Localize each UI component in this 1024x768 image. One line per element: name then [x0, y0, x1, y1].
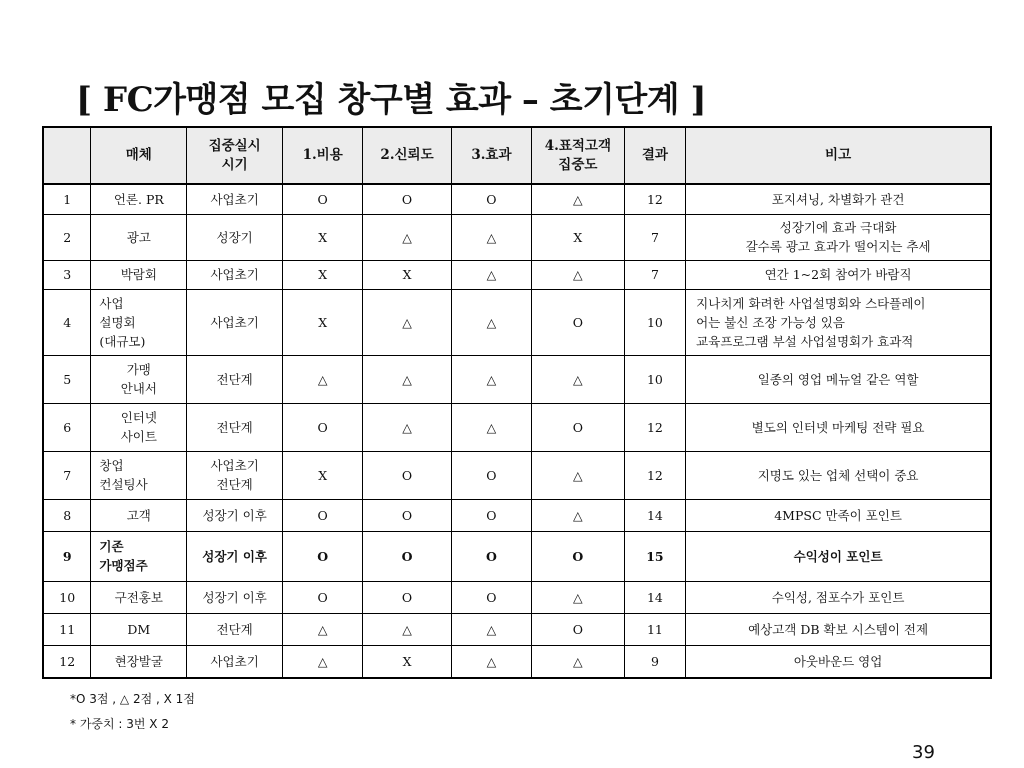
table-header-row: [43, 127, 991, 184]
cost-cell: O: [283, 531, 363, 581]
table-row: [43, 499, 991, 531]
period-cell: 사업초기: [187, 289, 283, 355]
effect-cell: △: [451, 260, 531, 289]
target-focus-cell: △: [532, 260, 625, 289]
period-cell: 성장기 이후: [187, 581, 283, 613]
period-cell: 성장기 이후: [187, 531, 283, 581]
table-row: [43, 260, 991, 289]
trust-cell: △: [363, 403, 452, 451]
period-cell: 사업초기 전단계: [187, 451, 283, 499]
cost-cell: X: [283, 289, 363, 355]
header-remarks: 비고: [686, 127, 991, 184]
effect-table: [42, 126, 992, 679]
page-number: 39: [912, 742, 935, 763]
effect-cell: △: [451, 214, 531, 260]
remarks-cell: 예상고객 DB 확보 시스템이 전제: [686, 613, 991, 645]
effect-cell: △: [451, 289, 531, 355]
result-cell: 12: [624, 184, 685, 214]
header-media: 매체: [91, 127, 187, 184]
media-cell: 인터넷 사이트: [91, 403, 187, 451]
row-number-cell: 9: [43, 531, 91, 581]
result-cell: 9: [624, 645, 685, 678]
table-row: [43, 289, 991, 355]
table-row: [43, 613, 991, 645]
trust-cell: △: [363, 214, 452, 260]
cost-cell: X: [283, 260, 363, 289]
period-cell: 사업초기: [187, 184, 283, 214]
trust-cell: O: [363, 499, 452, 531]
row-number-cell: 5: [43, 355, 91, 403]
table-row: [43, 214, 991, 260]
effect-cell: O: [451, 184, 531, 214]
media-cell: 사업 설명회 (대규모): [91, 289, 187, 355]
cost-cell: O: [283, 499, 363, 531]
target-focus-cell: △: [532, 451, 625, 499]
table-row: [43, 184, 991, 214]
media-cell: 창업 컨설팅사: [91, 451, 187, 499]
media-cell: 현장발굴: [91, 645, 187, 678]
cost-cell: △: [283, 645, 363, 678]
effect-cell: O: [451, 531, 531, 581]
row-number-cell: 11: [43, 613, 91, 645]
row-number-cell: 1: [43, 184, 91, 214]
remarks-cell: 4MPSC 만족이 포인트: [686, 499, 991, 531]
media-cell: 기존 가맹점주: [91, 531, 187, 581]
remarks-cell: 지나치게 화려한 사업설명회와 스타플레이 어는 불신 조장 가능성 있음 교육프로그램 부설 사업설명회가 효과적: [686, 289, 991, 355]
remarks-cell: 성장기에 효과 극대화 갈수록 광고 효과가 떨어지는 추세: [686, 214, 991, 260]
cost-cell: △: [283, 613, 363, 645]
target-focus-cell: △: [532, 355, 625, 403]
remarks-cell: 별도의 인터넷 마케팅 전략 필요: [686, 403, 991, 451]
remarks-cell: 수익성이 포인트: [686, 531, 991, 581]
media-cell: 언론. PR: [91, 184, 187, 214]
effect-cell: O: [451, 581, 531, 613]
media-cell: 구전홍보: [91, 581, 187, 613]
header-cost: 1.비용: [283, 127, 363, 184]
row-number-cell: 10: [43, 581, 91, 613]
row-number-cell: 7: [43, 451, 91, 499]
trust-cell: O: [363, 184, 452, 214]
remarks-cell: 연간 1~2회 참여가 바람직: [686, 260, 991, 289]
cost-cell: X: [283, 451, 363, 499]
footnote-scoring: *O 3점 , △ 2점 , X 1점: [70, 692, 195, 706]
target-focus-cell: △: [532, 499, 625, 531]
cost-cell: O: [283, 403, 363, 451]
media-cell: 광고: [91, 214, 187, 260]
effect-cell: O: [451, 499, 531, 531]
target-focus-cell: O: [532, 403, 625, 451]
table-row: [43, 645, 991, 678]
row-number-cell: 3: [43, 260, 91, 289]
remarks-cell: 포지셔닝, 차별화가 관건: [686, 184, 991, 214]
effect-cell: △: [451, 645, 531, 678]
header-target-focus: 4.표적고객 집중도: [532, 127, 625, 184]
effect-cell: △: [451, 355, 531, 403]
cost-cell: △: [283, 355, 363, 403]
media-cell: 박람회: [91, 260, 187, 289]
target-focus-cell: △: [532, 645, 625, 678]
target-focus-cell: O: [532, 531, 625, 581]
period-cell: 성장기 이후: [187, 499, 283, 531]
target-focus-cell: △: [532, 184, 625, 214]
target-focus-cell: △: [532, 581, 625, 613]
period-cell: 전단계: [187, 613, 283, 645]
row-number-cell: 4: [43, 289, 91, 355]
trust-cell: △: [363, 289, 452, 355]
row-number-cell: 12: [43, 645, 91, 678]
effect-cell: △: [451, 403, 531, 451]
result-cell: 15: [624, 531, 685, 581]
remarks-cell: 아웃바운드 영업: [686, 645, 991, 678]
header-effect: 3.효과: [451, 127, 531, 184]
remarks-cell: 일종의 영업 메뉴얼 같은 역할: [686, 355, 991, 403]
trust-cell: O: [363, 531, 452, 581]
remarks-cell: 지명도 있는 업체 선택이 중요: [686, 451, 991, 499]
trust-cell: X: [363, 645, 452, 678]
row-number-cell: 8: [43, 499, 91, 531]
result-cell: 7: [624, 260, 685, 289]
row-number-cell: 6: [43, 403, 91, 451]
table-row: [43, 403, 991, 451]
trust-cell: △: [363, 355, 452, 403]
result-cell: 12: [624, 403, 685, 451]
remarks-cell: 수익성, 점포수가 포인트: [686, 581, 991, 613]
period-cell: 사업초기: [187, 645, 283, 678]
table-row: [43, 451, 991, 499]
row-number-cell: 2: [43, 214, 91, 260]
table-body: [43, 184, 991, 678]
trust-cell: X: [363, 260, 452, 289]
result-cell: 14: [624, 581, 685, 613]
result-cell: 10: [624, 289, 685, 355]
effect-cell: △: [451, 613, 531, 645]
trust-cell: O: [363, 581, 452, 613]
trust-cell: O: [363, 451, 452, 499]
result-cell: 11: [624, 613, 685, 645]
target-focus-cell: O: [532, 613, 625, 645]
period-cell: 성장기: [187, 214, 283, 260]
trust-cell: △: [363, 613, 452, 645]
media-cell: DM: [91, 613, 187, 645]
header-period: 집중실시 시기: [187, 127, 283, 184]
cost-cell: O: [283, 581, 363, 613]
header-blank: [43, 127, 91, 184]
media-cell: 가맹 안내서: [91, 355, 187, 403]
footnote-weight: * 가중치 : 3번 X 2: [70, 717, 169, 731]
target-focus-cell: X: [532, 214, 625, 260]
cost-cell: X: [283, 214, 363, 260]
table-row: [43, 531, 991, 581]
header-result: 결과: [624, 127, 685, 184]
header-trust: 2.신뢰도: [363, 127, 452, 184]
target-focus-cell: O: [532, 289, 625, 355]
effect-cell: O: [451, 451, 531, 499]
result-cell: 12: [624, 451, 685, 499]
period-cell: 사업초기: [187, 260, 283, 289]
period-cell: 전단계: [187, 355, 283, 403]
period-cell: 전단계: [187, 403, 283, 451]
page-title: [ FC가맹점 모집 창구별 효과 – 초기단계 ]: [76, 80, 707, 120]
result-cell: 10: [624, 355, 685, 403]
result-cell: 14: [624, 499, 685, 531]
result-cell: 7: [624, 214, 685, 260]
media-cell: 고객: [91, 499, 187, 531]
table-row: [43, 581, 991, 613]
cost-cell: O: [283, 184, 363, 214]
table-row: [43, 355, 991, 403]
